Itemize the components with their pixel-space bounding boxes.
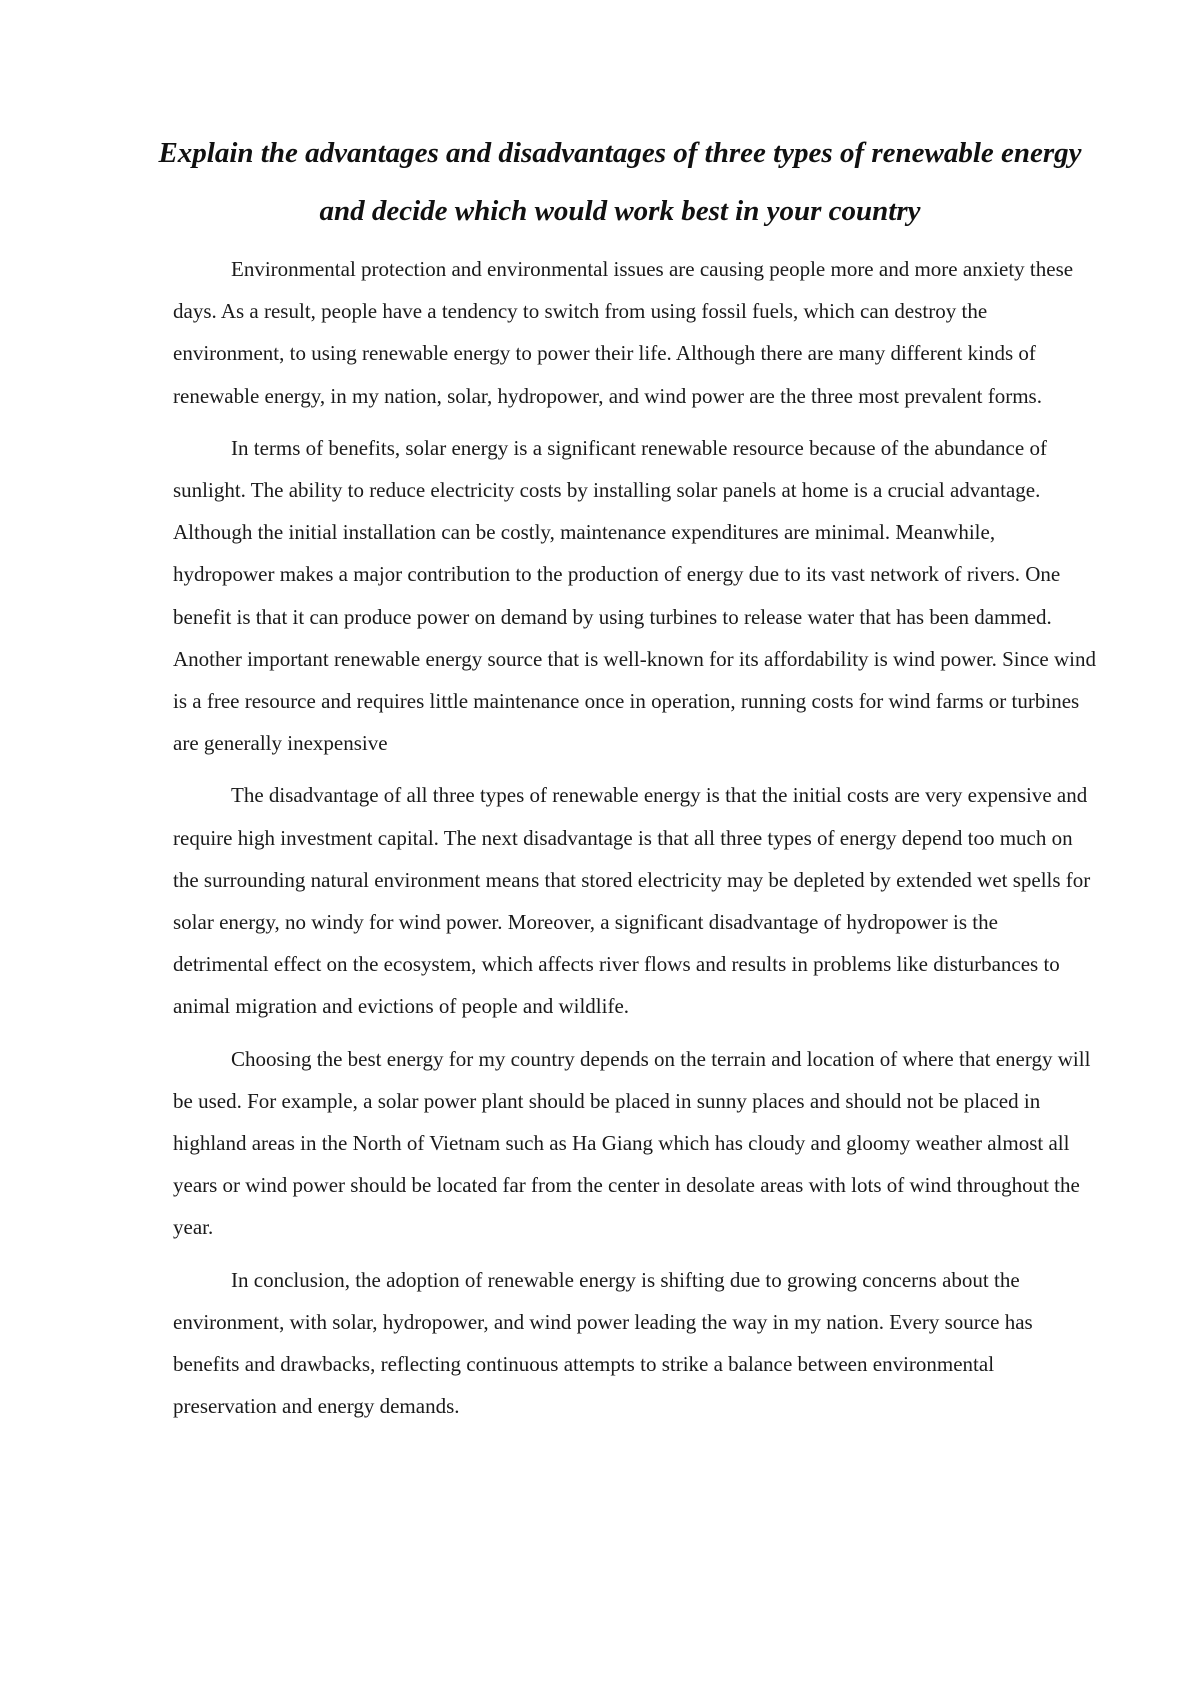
paragraph-conclusion: In conclusion, the adoption of renewable energy is shifting due to growing concerns about the environment, with solar, hydropower, and wind power leading the way in my nation. Every source has benefits and drawbacks, reflecting continuous attempts to strike a balance between environmental preservation and energy demands. [173,1267,1033,1419]
paragraph-disadvantages: The disadvantage of all three types of renewable energy is that the initial costs are very expensive and require high investment capital. The next disadvantage is that all three types of energy depend too much on the surrounding natural environment means that stored electricity may be depleted by extended wet spells for solar energy, no windy for wind power. Moreover, a significant disadvantage of hydropower is the detrimental effect on the ecosystem, which affects river flows and results in problems like disturbances to animal migration and evictions of people and wildlife. [173,783,1091,1019]
paragraph-introduction: Environmental protection and environmental issues are causing people more and more anxiety these days. As a result, people have a tendency to switch from using fossil fuels, which can destroy the environment, to using renewable energy to power their life. Although there are many different kinds of renewable energy, in my nation, solar, hydropower, and wind power are the three most prevalent forms. [173,257,1074,408]
essay-body [173,248,1096,1437]
paragraph-advantages: In terms of benefits, solar energy is a significant renewable resource because of the abundance of sunlight. The ability to reduce electricity costs by installing solar panels at home is a crucial advantage. Although the initial installation can be costly, maintenance expenditures are minimal. Meanwhile, hydropower makes a major contribution to the production of energy due to its vast network of rivers. One benefit is that it can produce power on demand by using turbines to release water that has been dammed. Another important renewable energy source that is well-known for its affordability is wind power. Since wind is a free resource and requires little maintenance once in operation, running costs for wind farms or turbines are generally inexpensive [173,435,1097,756]
essay-title: Explain the advantages and disadvantages of three types of renewable energy and decide which would work best in your country [158,137,1082,227]
paragraph-best-choice: Choosing the best energy for my country depends on the terrain and location of where that energy will be used. For example, a solar power plant should be placed in sunny places and should not be placed in highland areas in the North of Vietnam such as Ha Giang which has cloudy and gloomy weather almost all years or wind power should be located far from the center in desolate areas with lots of wind throughout the year. [173,1046,1091,1240]
